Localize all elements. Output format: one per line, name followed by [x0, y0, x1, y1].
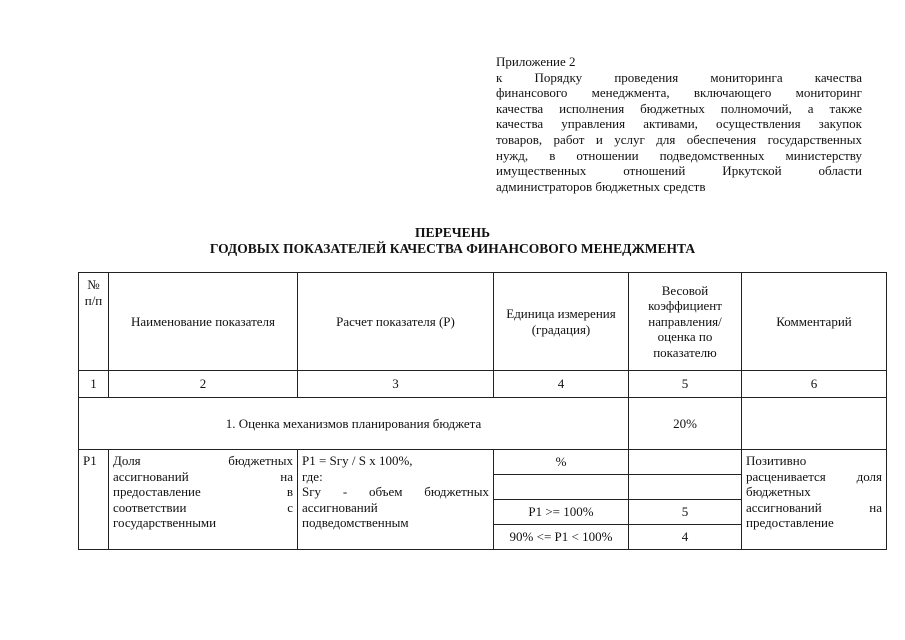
- comment-line: бюджетных: [746, 484, 811, 499]
- indicator-name-line: Доля бюджетных: [113, 453, 293, 468]
- calc-line: Sгу - объем бюджетных: [302, 484, 489, 499]
- section-comment-empty: [742, 398, 887, 450]
- header-calc: Расчет показателя (Р): [298, 273, 494, 371]
- col-number: 2: [109, 371, 298, 398]
- appendix-line: нужд, в отношении подведомственных министерству: [496, 147, 862, 163]
- header-comment: Комментарий: [742, 273, 887, 371]
- indicator-name-line: государственными: [113, 515, 217, 530]
- grade-label: 90% <= P1 < 100%: [494, 525, 629, 550]
- appendix-line: администраторов бюджетных средств: [496, 178, 706, 194]
- appendix-note: [496, 54, 862, 194]
- indicator-code: P1: [79, 450, 109, 550]
- appendix-line: к Порядку проведения мониторинга качества: [496, 69, 862, 85]
- section-title: 1. Оценка механизмов планирования бюджета: [79, 398, 629, 450]
- indicator-name-line: ассигнований на: [113, 468, 293, 484]
- grade-score: 5: [629, 500, 742, 525]
- table-row: [79, 450, 887, 475]
- grade-label: P1 >= 100%: [494, 500, 629, 525]
- col-number: 4: [494, 371, 629, 398]
- header-name: Наименование показателя: [109, 273, 298, 371]
- indicator-unit: %: [494, 450, 629, 475]
- header-weight: Весовой коэффициент направления/ оценка по показателю: [629, 273, 742, 371]
- indicators-table: [78, 272, 887, 550]
- calc-line: ассигнований: [302, 499, 378, 515]
- appendix-line: товаров, работ и услуг для обеспечения государственных: [496, 131, 862, 147]
- appendix-line: Приложение 2: [496, 54, 576, 69]
- appendix-line: финансового менеджмента, включающего мониторинг: [496, 85, 862, 101]
- indicator-name: [109, 450, 298, 550]
- doc-title: ПЕРЕЧЕНЬ: [414, 225, 491, 240]
- comment-line: предоставление: [746, 515, 834, 530]
- comment-line: Позитивно: [746, 453, 807, 468]
- table-header-row: [79, 273, 887, 371]
- grade-score: 4: [629, 525, 742, 550]
- indicator-name-line: предоставление в: [113, 484, 293, 499]
- score-empty: [629, 475, 742, 500]
- calc-line: где:: [302, 468, 323, 484]
- header-no: № п/п: [79, 273, 109, 371]
- appendix-line: качества управления активами, осуществления закупок: [496, 116, 862, 132]
- col-number: 5: [629, 371, 742, 398]
- appendix-line: имущественных отношений Иркутской области: [496, 163, 862, 179]
- indicator-calc: [298, 450, 494, 550]
- indicator-name-line: соответствии с: [113, 499, 293, 515]
- col-number: 3: [298, 371, 494, 398]
- section-row: [79, 398, 887, 450]
- col-number: 1: [79, 371, 109, 398]
- header-unit: Единица измерения (градация): [494, 273, 629, 371]
- appendix-line: качества исполнения бюджетных полномочий, а также: [496, 100, 862, 116]
- section-weight: 20%: [629, 398, 742, 450]
- grade-empty: [494, 475, 629, 500]
- column-number-row: [79, 371, 887, 398]
- comment-line: расценивается доля: [746, 468, 882, 484]
- comment-line: ассигнований на: [746, 499, 882, 515]
- col-number: 6: [742, 371, 887, 398]
- calc-line: P1 = Sгу / S x 100%,: [302, 453, 413, 468]
- doc-subtitle: ГОДОВЫХ ПОКАЗАТЕЛЕЙ КАЧЕСТВА ФИНАНСОВОГО МЕНЕДЖМЕНТА: [209, 241, 696, 256]
- calc-line: подведомственным: [302, 515, 409, 530]
- indicator-comment: [742, 450, 887, 550]
- unit-score-empty: [629, 450, 742, 475]
